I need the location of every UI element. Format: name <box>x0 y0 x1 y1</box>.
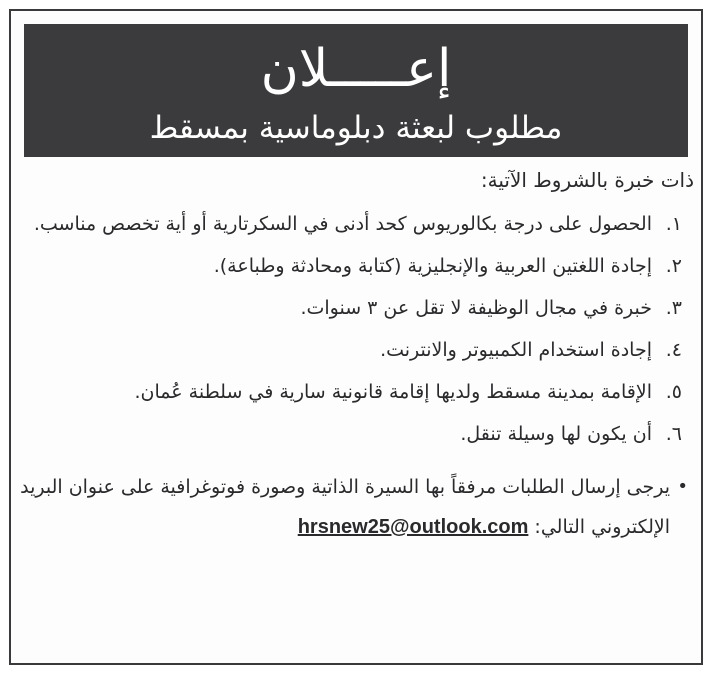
email-link[interactable]: hrsnew25@outlook.com <box>297 516 529 538</box>
bullet-icon: • <box>677 476 688 497</box>
requirement-number: ٣. <box>665 297 682 319</box>
requirement-number: ٤. <box>665 339 682 361</box>
requirement-item <box>18 289 696 327</box>
requirement-item <box>18 373 696 411</box>
requirement-item <box>18 247 696 285</box>
note-text: يرجى إرسال الطلبات مرفقاً بها السيرة الذاتية وصورة فوتوغرافية على عنوان البريد الإلكتروني التالي: <box>20 476 670 538</box>
requirement-item <box>18 205 696 243</box>
requirement-text: أن يكون لها وسيلة تنقل. <box>460 423 652 445</box>
requirement-number: ٢. <box>665 255 682 277</box>
requirement-number: ٦. <box>665 423 682 445</box>
requirement-text: خبرة في مجال الوظيفة لا تقل عن ٣ سنوات. <box>300 297 652 319</box>
requirement-item <box>18 331 696 369</box>
ad-body <box>18 161 696 547</box>
requirement-text: إجادة اللغتين العربية والإنجليزية (كتابة ومحادثة وطباعة). <box>213 255 652 277</box>
requirement-number: ٥. <box>665 381 682 403</box>
ad-subtitle: مطلوب لبعثة دبلوماسية بمسقط <box>149 110 563 146</box>
ad-title: إعـــــلان <box>260 39 452 99</box>
requirement-text: الحصول على درجة بكالوريوس كحد أدنى في السكرتارية أو أية تخصص مناسب. <box>33 213 652 235</box>
intro-text: ذات خبرة بالشروط الآتية: <box>480 168 694 192</box>
application-note <box>18 467 696 547</box>
requirements-list <box>18 205 696 453</box>
requirement-text: الإقامة بمدينة مسقط ولديها إقامة قانونية سارية في سلطنة عُمان. <box>134 381 652 403</box>
header-banner <box>24 24 688 157</box>
requirement-item <box>18 415 696 453</box>
requirement-number: ١. <box>665 213 682 235</box>
requirement-text: إجادة استخدام الكمبيوتر والانترنت. <box>380 339 652 361</box>
